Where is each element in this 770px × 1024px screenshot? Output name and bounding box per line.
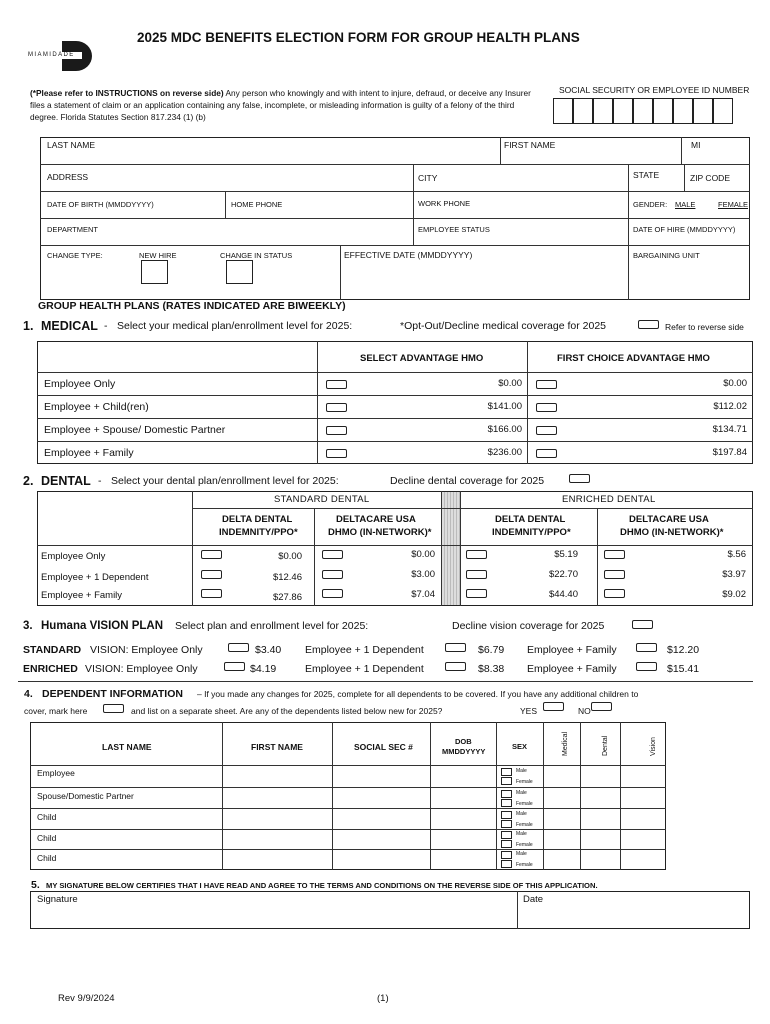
dental-std-ppo-employee-only-checkbox[interactable]: [201, 550, 222, 559]
change-in-status-label: CHANGE IN STATUS: [220, 251, 293, 260]
dependent-col-dental: Dental: [602, 735, 609, 756]
middle-initial-field[interactable]: MI: [691, 140, 701, 150]
home-phone-field[interactable]: HOME PHONE: [231, 200, 283, 209]
group-health-heading: GROUP HEALTH PLANS (RATES INDICATED ARE BIWEEKLY): [38, 300, 346, 312]
dental-std-ppo-rate: $27.86: [272, 592, 302, 603]
ssn-digit-box[interactable]: [693, 98, 713, 124]
dental-decline-checkbox[interactable]: [569, 474, 590, 483]
select-advantage-hmo-header: SELECT ADVANTAGE HMO: [360, 353, 484, 364]
standard-delta-dental-type: INDEMNITY/PPO*: [219, 527, 298, 538]
standard-deltacare-type: DHMO (IN-NETWORK)*: [328, 527, 432, 538]
dependent-col-dob: DOB: [455, 737, 472, 746]
medical-dash: -: [104, 320, 108, 332]
vision-std-family-checkbox[interactable]: [636, 643, 657, 652]
medical-first-choice-employee-family-checkbox[interactable]: [536, 449, 557, 458]
dental-enr-dhmo-employee-family-checkbox[interactable]: [604, 589, 625, 598]
vision-standard-label: STANDARD: [23, 644, 82, 656]
first-choice-advantage-hmo-header: FIRST CHOICE ADVANTAGE HMO: [557, 353, 710, 364]
dependent-col-dob-format: MMDDYYYY: [442, 747, 486, 756]
bargaining-unit-field[interactable]: BARGAINING UNIT: [633, 251, 700, 260]
vision-std-employee-only-checkbox[interactable]: [228, 643, 249, 652]
date-of-hire-field[interactable]: DATE OF HIRE (MMDDYYYY): [633, 225, 736, 234]
medical-first-choice-rate: $0.00: [723, 378, 747, 389]
state-field[interactable]: STATE: [633, 170, 660, 180]
medical-first-choice-employee-only-checkbox[interactable]: [536, 380, 557, 389]
enriched-dental-header: ENRICHED DENTAL: [562, 494, 656, 505]
sex-female-label: Female: [516, 801, 533, 807]
sex-male-checkbox[interactable]: [501, 851, 512, 859]
new-dependents-yes-label: YES: [520, 706, 538, 716]
dental-enr-ppo-rate: $44.40: [548, 589, 578, 600]
vision-decline-label: Decline vision coverage for 2025: [452, 620, 605, 632]
vision-enr-dependent-checkbox[interactable]: [445, 662, 466, 671]
department-field[interactable]: DEPARTMENT: [47, 225, 98, 234]
dental-decline-label: Decline dental coverage for 2025: [390, 475, 545, 487]
dental-enr-ppo-rate: $22.70: [548, 569, 578, 580]
ssn-digit-box[interactable]: [593, 98, 613, 124]
medical-instruction: Select your medical plan/enrollment level for 2025:: [117, 320, 353, 332]
medical-level-employee-children: Employee + Child(ren): [44, 401, 149, 413]
dependent-col-medical: Medical: [562, 731, 569, 756]
vision-enr-dependent-rate: $8.38: [478, 663, 505, 675]
zip-code-field[interactable]: ZIP CODE: [690, 173, 730, 183]
fraud-statement: Any person who knowingly and with intent to injure, defraud, or deceive any Insurer files a statement of claim or an application containing any false, incomplete, or misleading information is guilty of a felony of the third degree. Florida Statutes Section 817.234 (1) (b): [30, 88, 531, 122]
form-title: 2025 MDC BENEFITS ELECTION FORM FOR GROUP HEALTH PLANS: [137, 30, 580, 45]
sex-female-label: Female: [516, 862, 533, 868]
dental-std-dhmo-employee-dependent-checkbox[interactable]: [322, 570, 343, 579]
date-of-birth-field[interactable]: DATE OF BIRTH (MMDDYYYY): [47, 200, 154, 209]
date-field[interactable]: Date: [523, 894, 544, 905]
page-number: (1): [377, 993, 389, 1004]
sex-female-checkbox[interactable]: [501, 840, 512, 848]
dental-std-ppo-rate: $12.46: [272, 572, 302, 583]
medical-section-number: 1.: [23, 319, 34, 333]
vision-std-employee-only-rate: $3.40: [255, 644, 282, 656]
dependent-col-vision: Vision: [650, 737, 657, 756]
vision-std-dependent-checkbox[interactable]: [445, 643, 466, 652]
employee-status-field[interactable]: EMPLOYEE STATUS: [418, 225, 490, 234]
sex-male-label: Male: [516, 768, 527, 774]
dental-enr-dhmo-employee-dependent-checkbox[interactable]: [604, 570, 625, 579]
ssn-digit-box[interactable]: [713, 98, 733, 124]
revision-date: Rev 9/9/2024: [58, 993, 115, 1004]
ssn-digit-box[interactable]: [653, 98, 673, 124]
vision-enr-family-rate: $15.41: [667, 663, 700, 675]
ssn-label: SOCIAL SECURITY OR EMPLOYEE ID NUMBER: [559, 85, 750, 95]
medical-select-employee-children-checkbox[interactable]: [326, 403, 347, 412]
dental-enr-ppo-rate: $5.19: [554, 549, 578, 560]
dependent-instruction-1: – If you made any changes for 2025, complete for all dependents to be covered. If you have any additional children to: [197, 689, 639, 699]
sex-male-checkbox[interactable]: [501, 831, 512, 839]
gender-male-option[interactable]: MALE: [675, 200, 696, 209]
sex-male-label: Male: [516, 790, 527, 796]
standard-dental-header: STANDARD DENTAL: [274, 494, 370, 505]
sex-female-checkbox[interactable]: [501, 860, 512, 868]
vision-enr-employee-only-rate: $4.19: [250, 663, 277, 675]
sex-female-label: Female: [516, 822, 533, 828]
vision-section-title: Humana VISION PLAN: [41, 620, 164, 632]
dental-std-ppo-rate: $0.00: [278, 551, 302, 562]
medical-first-choice-rate: $134.71: [712, 424, 747, 435]
work-phone-field[interactable]: WORK PHONE: [418, 199, 471, 208]
dental-enr-ppo-employee-dependent-checkbox[interactable]: [466, 570, 487, 579]
dental-enr-dhmo-employee-only-checkbox[interactable]: [604, 550, 625, 559]
address-field[interactable]: ADDRESS: [47, 172, 89, 182]
dental-instruction: Select your dental plan/enrollment level for 2025:: [111, 475, 339, 487]
miami-dade-logo: [26, 40, 96, 72]
new-dependents-no-label: NO: [578, 706, 591, 716]
sex-female-checkbox[interactable]: [501, 777, 512, 785]
dependent-col-sex: SEX: [512, 742, 528, 751]
vision-std-dependent-rate: $6.79: [478, 644, 505, 656]
enriched-delta-dental-header: DELTA DENTAL: [495, 514, 566, 525]
sex-male-label: Male: [516, 811, 527, 817]
medical-section-title: MEDICAL: [41, 319, 98, 333]
medical-optout-label: *Opt-Out/Decline medical coverage for 2025: [400, 320, 607, 332]
dependent-section-title: DEPENDENT INFORMATION: [42, 688, 183, 700]
vision-enr-family-label: Employee + Family: [527, 663, 617, 675]
vision-std-dependent-label: Employee + 1 Dependent: [305, 644, 424, 656]
enriched-deltacare-header: DELTACARE USA: [629, 514, 709, 525]
vision-enr-dependent-label: Employee + 1 Dependent: [305, 663, 424, 675]
sex-male-label: Male: [516, 851, 527, 857]
signature-section-number: 5.: [31, 879, 40, 891]
medical-select-rate: $141.00: [487, 401, 522, 412]
instruction-reference: (*Please refer to INSTRUCTIONS on reverse side): [30, 88, 224, 98]
dependent-col-first-name: FIRST NAME: [251, 742, 303, 752]
vision-section-number: 3.: [23, 620, 33, 632]
dental-level-employee-dependent: Employee + 1 Dependent: [41, 572, 149, 583]
additional-children-checkbox[interactable]: [103, 704, 124, 713]
medical-first-choice-rate: $197.84: [712, 447, 747, 458]
medical-select-rate: $0.00: [498, 378, 522, 389]
ssn-digit-box[interactable]: [633, 98, 653, 124]
dependent-row-spouse: Spouse/Domestic Partner: [37, 791, 134, 801]
dental-level-employee-only: Employee Only: [41, 551, 106, 562]
ssn-digit-box[interactable]: [673, 98, 693, 124]
gender-label: GENDER:: [633, 200, 668, 209]
dental-enr-ppo-employee-family-checkbox[interactable]: [466, 589, 487, 598]
dental-std-dhmo-rate: $7.04: [411, 589, 435, 600]
dental-std-dhmo-employee-family-checkbox[interactable]: [322, 589, 343, 598]
vision-enr-family-checkbox[interactable]: [636, 662, 657, 671]
enriched-deltacare-type: DHMO (IN-NETWORK)*: [620, 527, 724, 538]
medical-select-employee-family-checkbox[interactable]: [326, 449, 347, 458]
ssn-digit-box[interactable]: [613, 98, 633, 124]
dental-level-employee-family: Employee + Family: [41, 590, 123, 601]
sex-male-checkbox[interactable]: [501, 790, 512, 798]
dependent-instruction-2b: and list on a separate sheet. Are any of the dependents listed below new for 2025?: [131, 706, 443, 716]
medical-level-employee-only: Employee Only: [44, 378, 116, 390]
dental-section-title: DENTAL: [41, 474, 91, 488]
legal-notice: [30, 87, 536, 123]
enriched-delta-dental-type: INDEMNITY/PPO*: [492, 527, 571, 538]
medical-optout-checkbox[interactable]: [638, 320, 659, 329]
medical-select-employee-spouse-checkbox[interactable]: [326, 426, 347, 435]
signature-field[interactable]: Signature: [37, 894, 78, 905]
dependent-row-child-2: Child: [37, 833, 57, 843]
vision-standard-employee-only-label: VISION: Employee Only: [90, 644, 203, 656]
new-dependents-yes-checkbox[interactable]: [543, 702, 564, 711]
change-in-status-checkbox[interactable]: [226, 260, 253, 284]
signature-certification: MY SIGNATURE BELOW CERTIFIES THAT I HAVE READ AND AGREE TO THE TERMS AND CONDITIONS ON THE REVERSE SIDE OF THIS APPLICATION.: [46, 881, 598, 890]
standard-deltacare-header: DELTACARE USA: [336, 514, 416, 525]
dental-std-dhmo-rate: $3.00: [411, 569, 435, 580]
ssn-digit-box[interactable]: [573, 98, 593, 124]
medical-select-employee-only-checkbox[interactable]: [326, 380, 347, 389]
signature-box: [30, 891, 750, 929]
medical-level-employee-spouse: Employee + Spouse/ Domestic Partner: [44, 424, 226, 436]
ssn-digit-box[interactable]: [553, 98, 573, 124]
vision-decline-checkbox[interactable]: [632, 620, 653, 629]
dental-enr-dhmo-rate: $3.97: [722, 569, 746, 580]
dental-dash: -: [98, 475, 102, 487]
dental-std-ppo-employee-dependent-checkbox[interactable]: [201, 570, 222, 579]
dependent-row-child-3: Child: [37, 853, 57, 863]
gender-female-option[interactable]: FEMALE: [718, 200, 749, 209]
medical-select-rate: $236.00: [487, 447, 522, 458]
medical-first-choice-rate: $112.02: [713, 401, 747, 412]
city-field[interactable]: CITY: [418, 173, 438, 183]
logo-text: MIAMIDADE: [28, 52, 75, 58]
effective-date-field[interactable]: EFFECTIVE DATE (MMDDYYYY): [344, 250, 473, 260]
sex-female-checkbox[interactable]: [501, 799, 512, 807]
dental-enr-ppo-employee-only-checkbox[interactable]: [466, 550, 487, 559]
sex-male-checkbox[interactable]: [501, 811, 512, 819]
vision-enr-employee-only-checkbox[interactable]: [224, 662, 245, 671]
vision-instruction: Select plan and enrollment level for 2025:: [175, 620, 369, 632]
medical-select-rate: $166.00: [487, 424, 522, 435]
vision-enriched-employee-only-label: VISION: Employee Only: [85, 663, 198, 675]
first-name-field[interactable]: FIRST NAME: [504, 140, 556, 150]
medical-first-choice-employee-spouse-checkbox[interactable]: [536, 426, 557, 435]
sex-male-label: Male: [516, 831, 527, 837]
dental-enr-dhmo-rate: $.56: [727, 549, 746, 560]
sex-female-label: Female: [516, 842, 533, 848]
medical-level-employee-family: Employee + Family: [44, 447, 134, 459]
standard-delta-dental-header: DELTA DENTAL: [222, 514, 293, 525]
dependent-row-employee: Employee: [37, 768, 75, 778]
dependent-instruction-2a: cover, mark here: [24, 706, 88, 716]
new-hire-label: NEW HIRE: [139, 251, 177, 260]
vision-enriched-label: ENRICHED: [23, 663, 78, 675]
dependent-row-child-1: Child: [37, 812, 57, 822]
dental-std-dhmo-employee-only-checkbox[interactable]: [322, 550, 343, 559]
sex-female-checkbox[interactable]: [501, 820, 512, 828]
dental-std-dhmo-rate: $0.00: [411, 549, 435, 560]
dental-enr-dhmo-rate: $9.02: [722, 589, 746, 600]
dependent-col-ssn: SOCIAL SEC #: [354, 742, 413, 752]
last-name-field[interactable]: LAST NAME: [47, 140, 96, 150]
new-dependents-no-checkbox[interactable]: [591, 702, 612, 711]
medical-refer-note: Refer to reverse side: [665, 322, 744, 332]
sex-male-checkbox[interactable]: [501, 768, 512, 776]
vision-std-family-rate: $12.20: [667, 644, 700, 656]
medical-first-choice-employee-children-checkbox[interactable]: [536, 403, 557, 412]
dependent-section-number: 4.: [24, 688, 33, 700]
change-type-label: CHANGE TYPE:: [47, 251, 103, 260]
new-hire-checkbox[interactable]: [141, 260, 168, 284]
vision-std-family-label: Employee + Family: [527, 644, 617, 656]
dental-section-number: 2.: [23, 474, 34, 488]
dependent-col-last-name: LAST NAME: [102, 742, 152, 752]
dental-std-ppo-employee-family-checkbox[interactable]: [201, 589, 222, 598]
sex-female-label: Female: [516, 779, 533, 785]
